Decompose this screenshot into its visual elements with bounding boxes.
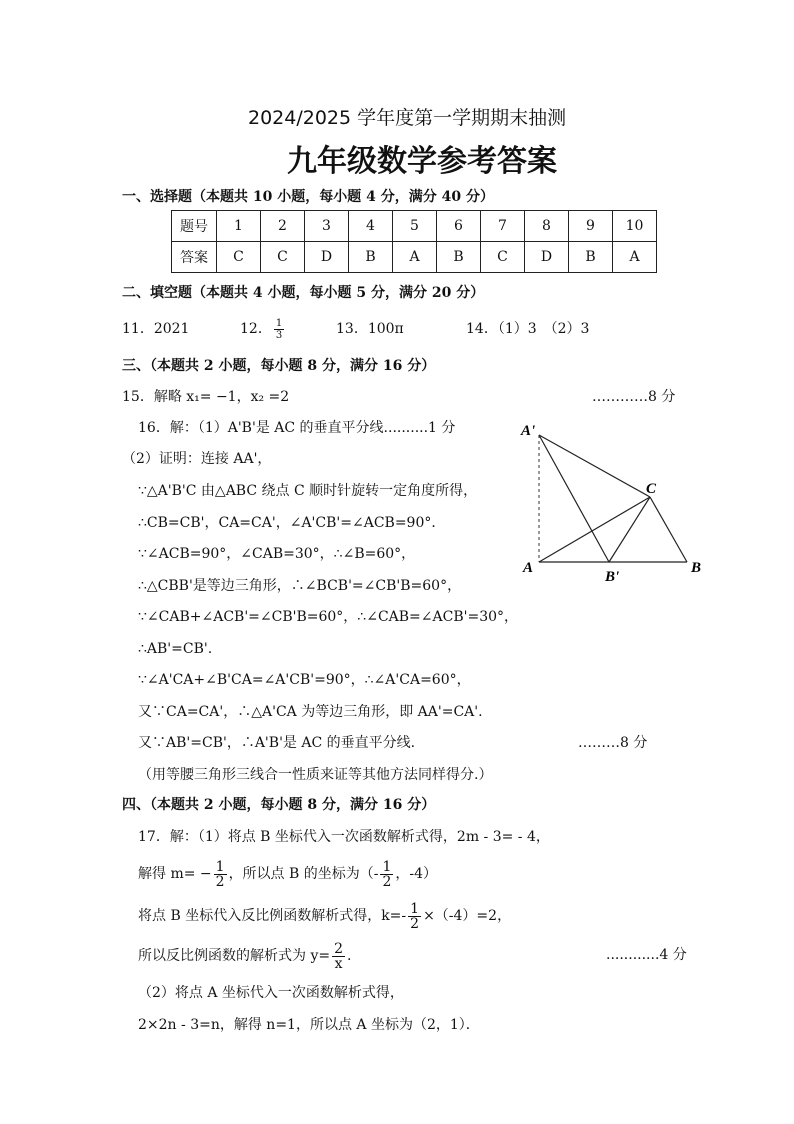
fraction-denominator: 2: [215, 873, 225, 890]
fraction-numerator: 1: [382, 858, 392, 875]
question-number: 6: [437, 211, 481, 242]
q16-line7: ∵∠CAB+∠ACB'=∠CB'B=60°，∴∠CAB=∠ACB'=30°，: [138, 609, 519, 625]
q16-line5: ∵∠ACB=90°，∠CAB=30°，∴∠B=60°，: [138, 546, 416, 562]
answer-cell: C: [261, 242, 305, 273]
fraction-numerator: 1: [215, 858, 225, 875]
q17-line4-b: .: [347, 948, 352, 964]
q16-line4: ∴CB=CB'，CA=CA'，∠A'CB'=∠ACB=90°．: [138, 515, 446, 531]
answer-q15: 15．解略 x₁= −1，x₂ =2: [122, 389, 290, 405]
answer-cell: B: [349, 242, 393, 273]
q12-fraction: [274, 318, 284, 341]
section4-heading: 四、（本题共 2 小题，每小题 8 分，满分 16 分）: [122, 797, 436, 813]
q16-score: ………8 分: [578, 735, 648, 751]
segment-CB: [650, 497, 687, 562]
answer-cell: A: [393, 242, 437, 273]
q17-fraction-bx: [380, 860, 393, 889]
triangle-figure: [515, 415, 710, 587]
question-number: 4: [349, 211, 393, 242]
table-row-answers: [172, 242, 657, 273]
segment-B1C: [609, 497, 650, 562]
answer-cell: B: [437, 242, 481, 273]
q17-line2-b: ，所以点 B 的坐标为（-: [228, 866, 379, 882]
q17-line4-a: 所以反比例函数的解析式为 y=: [138, 948, 331, 964]
q17-line2-c: ，-4）: [395, 866, 438, 882]
q12-label: 12．: [240, 321, 272, 337]
fraction-denominator: x: [334, 955, 343, 972]
question-number: 9: [569, 211, 613, 242]
answer-table: [171, 210, 657, 273]
answer-cell: D: [525, 242, 569, 273]
section3-heading: 三、（本题共 2 小题，每小题 8 分，满分 16 分）: [122, 358, 436, 374]
q17-line6: 2×2n - 3=n，解得 n=1，所以点 A 坐标为（2，1）．: [138, 1017, 480, 1033]
answer-cell: A: [613, 242, 657, 273]
answer-key-title: 九年级数学参考答案: [287, 144, 557, 179]
question-number: 5: [393, 211, 437, 242]
row-label-question: 题号: [172, 211, 217, 242]
q15-score: …………8 分: [592, 389, 676, 405]
question-number: 3: [305, 211, 349, 242]
q17-score: ............4 分: [606, 947, 687, 963]
answer-cell: C: [217, 242, 261, 273]
label-A: A: [523, 560, 534, 576]
fraction-numerator: 2: [334, 940, 344, 957]
segment-AC: [539, 497, 650, 562]
question-number: 1: [217, 211, 261, 242]
fraction-denominator: 2: [410, 915, 420, 932]
q17-line4: [138, 938, 351, 974]
q17-line1: 17．解：（1）将点 B 坐标代入一次函数解析式得，2m - 3= - 4，: [138, 829, 550, 845]
q17-fraction-m: [214, 860, 227, 889]
q16-line2: （2）证明：连接 AA'，: [122, 451, 272, 467]
q17-line2-a: 解得 m= −: [138, 866, 212, 882]
q12-denominator: 3: [275, 329, 283, 341]
q16-line3: ∵△A'B'C 由△ABC 绕点 C 顺时针旋转一定角度所得，: [138, 483, 478, 499]
table-row-numbers: [172, 211, 657, 242]
question-number: 8: [525, 211, 569, 242]
q17-line2: [138, 856, 437, 892]
label-C: C: [646, 481, 657, 497]
section2-heading: 二、填空题（本题共 4 小题，每小题 5 分，满分 20 分）: [122, 285, 485, 301]
label-B: B: [691, 560, 702, 576]
q16-line8: ∴AB'=CB'.: [138, 641, 213, 657]
label-B1: B': [605, 569, 620, 585]
section1-heading: 一、选择题（本题共 10 小题，每小题 4 分，满分 40 分）: [122, 189, 494, 205]
answer-q12: [240, 314, 286, 344]
answer-q14: 14．（1）3 （2）3: [466, 321, 590, 337]
q16-line9: ∵∠A'CA+∠B'CA=∠A'CB'=90°，∴∠A'CA=60°，: [138, 672, 471, 688]
q16-line10: 又∵CA=CA'，∴△A'CA 为等边三角形，即 AA'=CA'.: [138, 704, 483, 720]
q16-line1: 16．解：（1）A'B'是 AC 的垂直平分线..........1 分: [138, 420, 456, 436]
fraction-denominator: 2: [382, 873, 392, 890]
q16-line6: ∴△CBB'是等边三角形，∴∠BCB'=∠CB'B=60°，: [138, 578, 462, 594]
row-label-answer: 答案: [172, 242, 217, 273]
answer-q11: 11．2021: [122, 321, 190, 337]
answer-cell: D: [305, 242, 349, 273]
q17-line5: （2）将点 A 坐标代入一次函数解析式得，: [138, 985, 404, 1001]
q16-note: （用等腰三角形三线合一性质来证等其他方法同样得分.）: [138, 767, 493, 783]
q17-line3: [138, 898, 511, 934]
exam-title: 2024/2025 学年度第一学期期末抽测: [248, 107, 567, 129]
fraction-numerator: 1: [410, 900, 420, 917]
answer-q13: 13．100π: [336, 321, 404, 337]
q17-line3-b: ×（-4）=2，: [423, 908, 512, 924]
q12-numerator: 1: [275, 317, 283, 329]
answer-cell: C: [481, 242, 525, 273]
answer-cell: B: [569, 242, 613, 273]
label-A1: A': [521, 423, 536, 439]
q16-line11: 又∵AB'=CB'，∴A'B'是 AC 的垂直平分线.: [138, 735, 416, 751]
q17-fraction-y: [332, 942, 345, 971]
question-number: 10: [613, 211, 657, 242]
q17-fraction-k: [408, 902, 421, 931]
question-number: 7: [481, 211, 525, 242]
q17-line3-a: 将点 B 坐标代入反比例函数解析式得，k=-: [138, 908, 407, 924]
question-number: 2: [261, 211, 305, 242]
